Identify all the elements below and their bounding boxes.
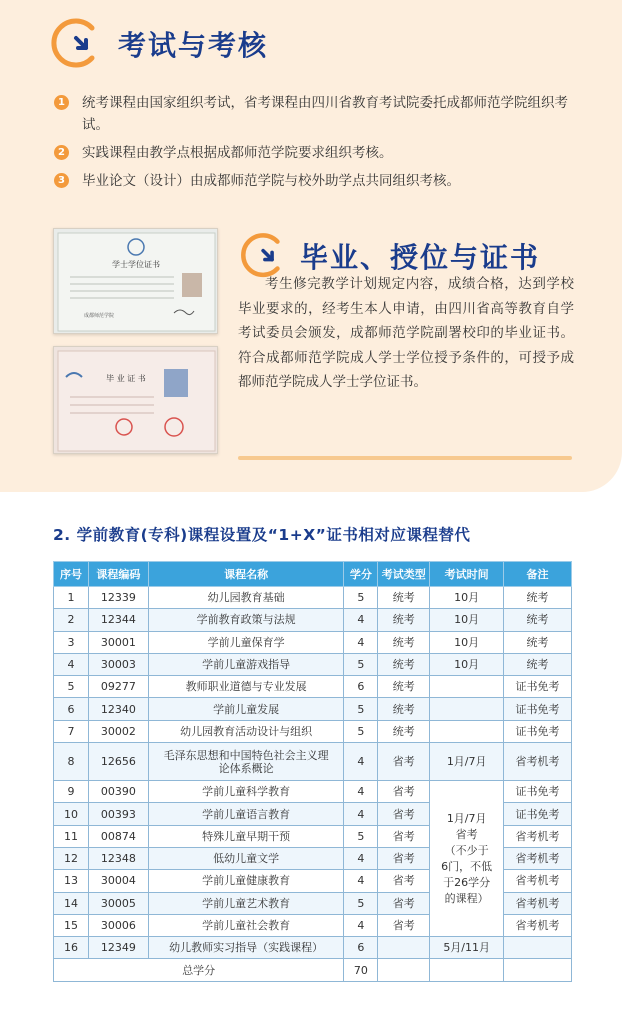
cell-type: 统考 — [378, 720, 430, 742]
cell-note: 省考机考 — [504, 847, 572, 869]
cell-code: 30005 — [88, 892, 148, 914]
cell-code: 30001 — [88, 631, 148, 653]
cell-note: 统考 — [504, 609, 572, 631]
list-item — [54, 92, 594, 136]
merged-time-line: 省考 — [455, 827, 478, 841]
cell-code: 30004 — [88, 870, 148, 892]
section-title: 毕业、授位与证书 — [300, 241, 541, 274]
total-label: 总学分 — [54, 959, 344, 981]
header-cell: 课程名称 — [148, 562, 344, 587]
cell-credit: 4 — [344, 847, 378, 869]
cell-note: 证书免考 — [504, 698, 572, 720]
cell-name: 学前儿童社会教育 — [148, 914, 344, 936]
cell-type: 省考 — [378, 870, 430, 892]
cell-name: 学前儿童发展 — [148, 698, 344, 720]
cell-no: 2 — [54, 609, 89, 631]
table-row — [54, 698, 572, 720]
cell-name: 学前儿童语言教育 — [148, 803, 344, 825]
cell-name: 学前儿童科学教育 — [148, 781, 344, 803]
cell-no: 6 — [54, 698, 89, 720]
cell-credit: 4 — [344, 609, 378, 631]
cell-code: 30002 — [88, 720, 148, 742]
cell-type: 统考 — [378, 609, 430, 631]
cell-type: 统考 — [378, 676, 430, 698]
cell-type: 省考 — [378, 825, 430, 847]
cell-type: 省考 — [378, 914, 430, 936]
cell-note: 省考机考 — [504, 825, 572, 847]
cell-no: 8 — [54, 743, 89, 781]
cell-no: 14 — [54, 892, 89, 914]
cell-no: 10 — [54, 803, 89, 825]
cell-name: 学前儿童保育学 — [148, 631, 344, 653]
cell-code: 00874 — [88, 825, 148, 847]
cell-type: 省考 — [378, 803, 430, 825]
cell-time — [430, 720, 504, 742]
number-badge: 2 — [54, 145, 69, 160]
header-cell: 课程编码 — [88, 562, 148, 587]
cell-note: 证书免考 — [504, 720, 572, 742]
header-cell: 学分 — [344, 562, 378, 587]
cell-no: 16 — [54, 937, 89, 959]
cell-name: 学前儿童游戏指导 — [148, 653, 344, 675]
degree-title: 学士学位证书 — [112, 260, 160, 269]
cell-note: 统考 — [504, 653, 572, 675]
list-item — [54, 142, 594, 164]
list-item-text: 毕业论文（设计）由成都师范学院与校外助学点共同组织考核。 — [82, 173, 460, 189]
cell-credit: 5 — [344, 892, 378, 914]
header-cell: 序号 — [54, 562, 89, 587]
cell-name: 学前儿童健康教育 — [148, 870, 344, 892]
cell-type — [378, 937, 430, 959]
merged-time-line: （不少于 — [444, 843, 489, 857]
cell-note: 省考机考 — [504, 892, 572, 914]
table-heading: 2. 学前教育(专科)课程设置及“1+X”证书相对应课程替代 — [53, 526, 471, 544]
cell-note: 省考机考 — [504, 914, 572, 936]
cell-type: 统考 — [378, 587, 430, 609]
cell-note: 省考机考 — [504, 743, 572, 781]
exam-list — [54, 92, 594, 198]
degree-school: 成都师范学院 — [84, 313, 115, 319]
cell-credit: 6 — [344, 937, 378, 959]
cell-note: 省考机考 — [504, 870, 572, 892]
cell-type: 省考 — [378, 847, 430, 869]
cell-name: 学前教育政策与法规 — [148, 609, 344, 631]
cell-no: 1 — [54, 587, 89, 609]
cell-note: 证书免考 — [504, 781, 572, 803]
empty-cell — [504, 959, 572, 981]
cell-time: 1月/7月 — [430, 743, 504, 781]
cell-no: 4 — [54, 653, 89, 675]
number-badge: 1 — [54, 95, 69, 110]
cell-credit: 5 — [344, 653, 378, 675]
cell-time: 10月 — [430, 653, 504, 675]
header-cell: 考试类型 — [378, 562, 430, 587]
merged-time-line: 于26学分 — [443, 875, 491, 889]
cell-time-merged — [430, 781, 504, 937]
cell-no: 7 — [54, 720, 89, 742]
empty-cell — [430, 959, 504, 981]
cell-type: 省考 — [378, 743, 430, 781]
table-row — [54, 587, 572, 609]
cell-code: 30003 — [88, 653, 148, 675]
cell-time: 10月 — [430, 609, 504, 631]
cell-code: 12340 — [88, 698, 148, 720]
cell-note: 证书免考 — [504, 803, 572, 825]
graduation-paragraph: 考生修完教学计划规定内容，成绩合格，达到学校毕业要求的，经考生本人申请，由四川省高等教育自学考试委员会颁发，成都师范学院副署校印的毕业证书。符合成都师范学院成人学士学位授予条件的，可授予成都师范学院成人学士学位证书。 — [238, 276, 574, 391]
cell-credit: 4 — [344, 631, 378, 653]
table-total-row — [54, 959, 572, 981]
diploma-title: 毕 业 证 书 — [106, 374, 146, 383]
cell-code: 12344 — [88, 609, 148, 631]
cell-name: 幼儿园教育活动设计与组织 — [148, 720, 344, 742]
table-row — [54, 676, 572, 698]
cell-type: 统考 — [378, 653, 430, 675]
cell-credit: 4 — [344, 803, 378, 825]
cell-time — [430, 698, 504, 720]
diploma-certificate-image — [53, 346, 218, 454]
table-row — [54, 720, 572, 742]
cell-no: 13 — [54, 870, 89, 892]
cell-code: 30006 — [88, 914, 148, 936]
cell-time — [430, 676, 504, 698]
cell-note: 证书免考 — [504, 676, 572, 698]
cell-note — [504, 937, 572, 959]
cell-code: 00390 — [88, 781, 148, 803]
cell-name: 低幼儿童文学 — [148, 847, 344, 869]
cell-type: 省考 — [378, 781, 430, 803]
table-row — [54, 653, 572, 675]
cell-type: 统考 — [378, 698, 430, 720]
cell-note: 统考 — [504, 631, 572, 653]
table-row — [54, 743, 572, 781]
merged-time-line: 1月/7月 — [446, 811, 487, 825]
cell-code: 00393 — [88, 803, 148, 825]
cell-credit: 5 — [344, 825, 378, 847]
list-item — [54, 170, 594, 192]
cell-time: 10月 — [430, 587, 504, 609]
empty-cell — [378, 959, 430, 981]
table-row — [54, 937, 572, 959]
total-value: 70 — [344, 959, 378, 981]
section-heading-exam — [48, 18, 268, 70]
cell-code: 12339 — [88, 587, 148, 609]
cell-name: 幼儿教师实习指导（实践课程） — [148, 937, 344, 959]
cell-name: 毛泽东思想和中国特色社会主义理论体系概论 — [148, 743, 344, 781]
cell-credit: 5 — [344, 587, 378, 609]
cell-no: 15 — [54, 914, 89, 936]
cell-no: 12 — [54, 847, 89, 869]
cell-time: 10月 — [430, 631, 504, 653]
cell-type: 统考 — [378, 631, 430, 653]
cell-no: 3 — [54, 631, 89, 653]
table-header-row — [54, 562, 572, 587]
header-cell: 考试时间 — [430, 562, 504, 587]
number-badge: 3 — [54, 173, 69, 188]
cell-credit: 4 — [344, 914, 378, 936]
table-row — [54, 781, 572, 803]
course-table — [53, 561, 572, 982]
merged-time-line: 6门，不低 — [441, 859, 493, 873]
cell-name: 教师职业道德与专业发展 — [148, 676, 344, 698]
degree-certificate-image — [53, 228, 218, 334]
cell-no: 11 — [54, 825, 89, 847]
cell-credit: 6 — [344, 676, 378, 698]
cell-type: 省考 — [378, 892, 430, 914]
cell-code: 12656 — [88, 743, 148, 781]
list-item-text: 统考课程由国家组织考试，省考课程由四川省教育考试院委托成都师范学院组织考试。 — [82, 95, 568, 133]
cell-name: 学前儿童艺术教育 — [148, 892, 344, 914]
cell-credit: 4 — [344, 870, 378, 892]
cell-credit: 5 — [344, 720, 378, 742]
cell-no: 9 — [54, 781, 89, 803]
divider-bar — [238, 456, 572, 460]
table-row — [54, 631, 572, 653]
merged-time-line: 的课程） — [444, 891, 489, 905]
table-row — [54, 609, 572, 631]
section-title: 考试与考核 — [118, 29, 269, 62]
cell-name: 特殊儿童早期干预 — [148, 825, 344, 847]
cell-time: 5月/11月 — [430, 937, 504, 959]
cell-credit: 5 — [344, 698, 378, 720]
cell-note: 统考 — [504, 587, 572, 609]
cell-code: 09277 — [88, 676, 148, 698]
cell-credit: 4 — [344, 781, 378, 803]
cell-no: 5 — [54, 676, 89, 698]
cell-code: 12348 — [88, 847, 148, 869]
orange-arc-arrow-icon — [48, 18, 106, 70]
cell-name: 幼儿园教育基础 — [148, 587, 344, 609]
list-item-text: 实践课程由教学点根据成都师范学院要求组织考核。 — [82, 145, 393, 161]
header-cell: 备注 — [504, 562, 572, 587]
cell-credit: 4 — [344, 743, 378, 781]
cell-code: 12349 — [88, 937, 148, 959]
